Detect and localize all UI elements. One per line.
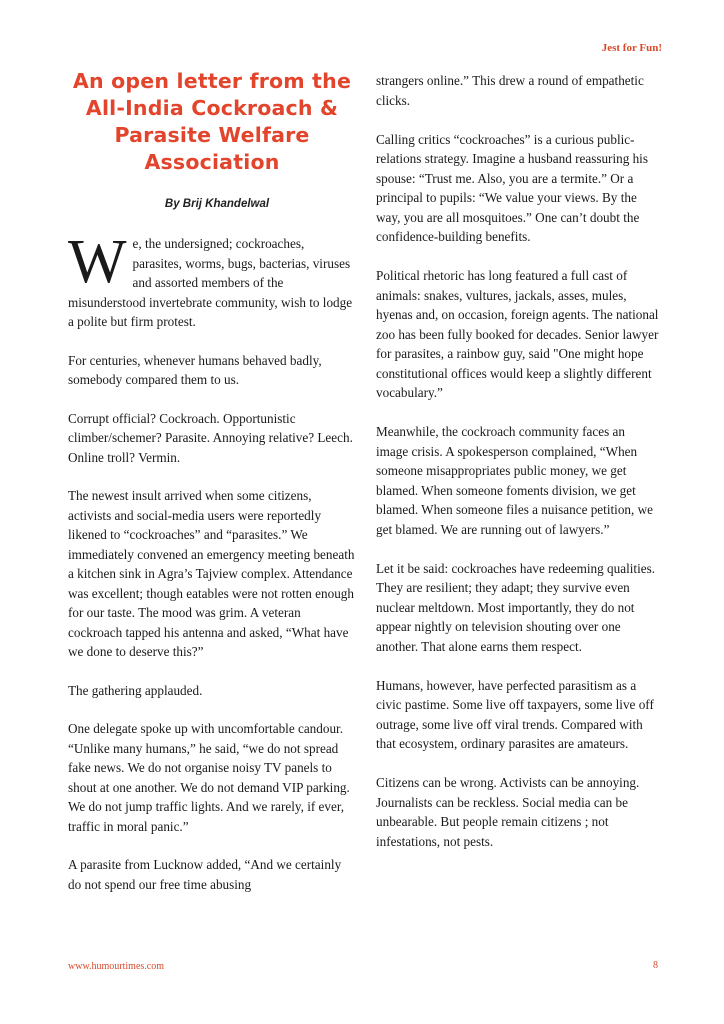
page-number: 8 <box>653 960 658 971</box>
byline: By Brij Khandelwal <box>164 198 270 210</box>
paragraph: strangers online.” This drew a round of empathetic clicks. <box>376 73 644 108</box>
right-column <box>376 71 660 871</box>
paragraph: Citizens can be wrong. Activists can be annoying. Journalists can be reckless. Social media can be unbearable. But people remain citizens ; not infestations, not pests. <box>376 775 640 849</box>
drop-cap: W <box>68 228 127 296</box>
footer-website-link[interactable]: www.humourtimes.com <box>68 961 165 972</box>
left-column <box>68 68 356 913</box>
paragraph: A parasite from Lucknow added, “And we certainly do not spend our free time abusing <box>68 857 342 892</box>
paragraph: Humans, however, have perfected parasitism as a civic pastime. Some live off taxpayers, some live off outrage, some live off viral trends. Compared with that ecosystem, ordinary parasites are amateurs. <box>376 677 654 751</box>
paragraph: The gathering applauded. <box>68 682 203 698</box>
paragraph: Corrupt official? Cockroach. Opportunistic climber/schemer? Parasite. Annoying relative? Leech. Online troll? Vermin. <box>68 410 353 465</box>
paragraph: Meanwhile, the cockroach community faces an image crisis. A spokesperson complained, “When someone misappropriates public money, we get blamed. When someone foments division, we get blamed. When someone files a nuisance petition, we get blamed. We are running out of lawyers.” <box>376 424 653 537</box>
paragraph: The newest insult arrived when some citizens, activists and social-media users were reportedly likened to “cockroaches” and “parasites.” We immediately convened an emergency meeting beneath a kitchen sink in Agra’s Tajview complex. Attendance was excellent; though eatables were not rotten enough for our taste. The mood was grim. A veteran cockroach tapped his antenna and asked, “What have we done to deserve this?” <box>68 488 355 659</box>
lead-text: e, the undersigned; cockroaches, parasites, worms, bugs, bacterias, viruses and assorted members of the misunderstood invertebrate community, wish to lodge a polite but firm protest. <box>68 236 353 329</box>
paragraph: Let it be said: cockroaches have redeeming qualities. They are resilient; they adapt; they survive even nuclear meltdown. Most importantly, they do not appear nightly on television shouting over one another. That alone earns them respect. <box>376 560 656 654</box>
section-tag: Jest for Fun! <box>601 42 662 54</box>
paragraph: Political rhetoric has long featured a full cast of animals: snakes, vultures, jackals, asses, mules, hyenas and, on occasion, foreign agents. The national zoo has been fully booked for decades. Senior lawyer for parasites, a rainbow guy, said "One might hope constitutional offices would keep a slightly different vocabulary.” <box>376 268 659 400</box>
lead-paragraph <box>68 228 356 332</box>
paragraph: Calling critics “cockroaches” is a curious public-relations strategy. Imagine a husband reassuring his spouse: “Trust me. Also, you are a termite.” Or a principal to pupils: “We value your views. By the way, you are all mosquitoes.” One can’t doubt the confidence-building benefits. <box>376 131 648 244</box>
paragraph: One delegate spoke up with uncomfortable candour. “Unlike many humans,” he said, “we do not spread fake news. We do not organise noisy TV panels to shout at one another. We do not demand VIP parking. We do not jump traffic lights. And we rarely, if ever, traffic in moral panic.” <box>68 721 350 834</box>
paragraph: For centuries, whenever humans behaved badly, somebody compared them to us. <box>68 352 322 387</box>
article-title: An open letter from the All-India Cockroach & Parasite Welfare Association <box>72 69 352 174</box>
